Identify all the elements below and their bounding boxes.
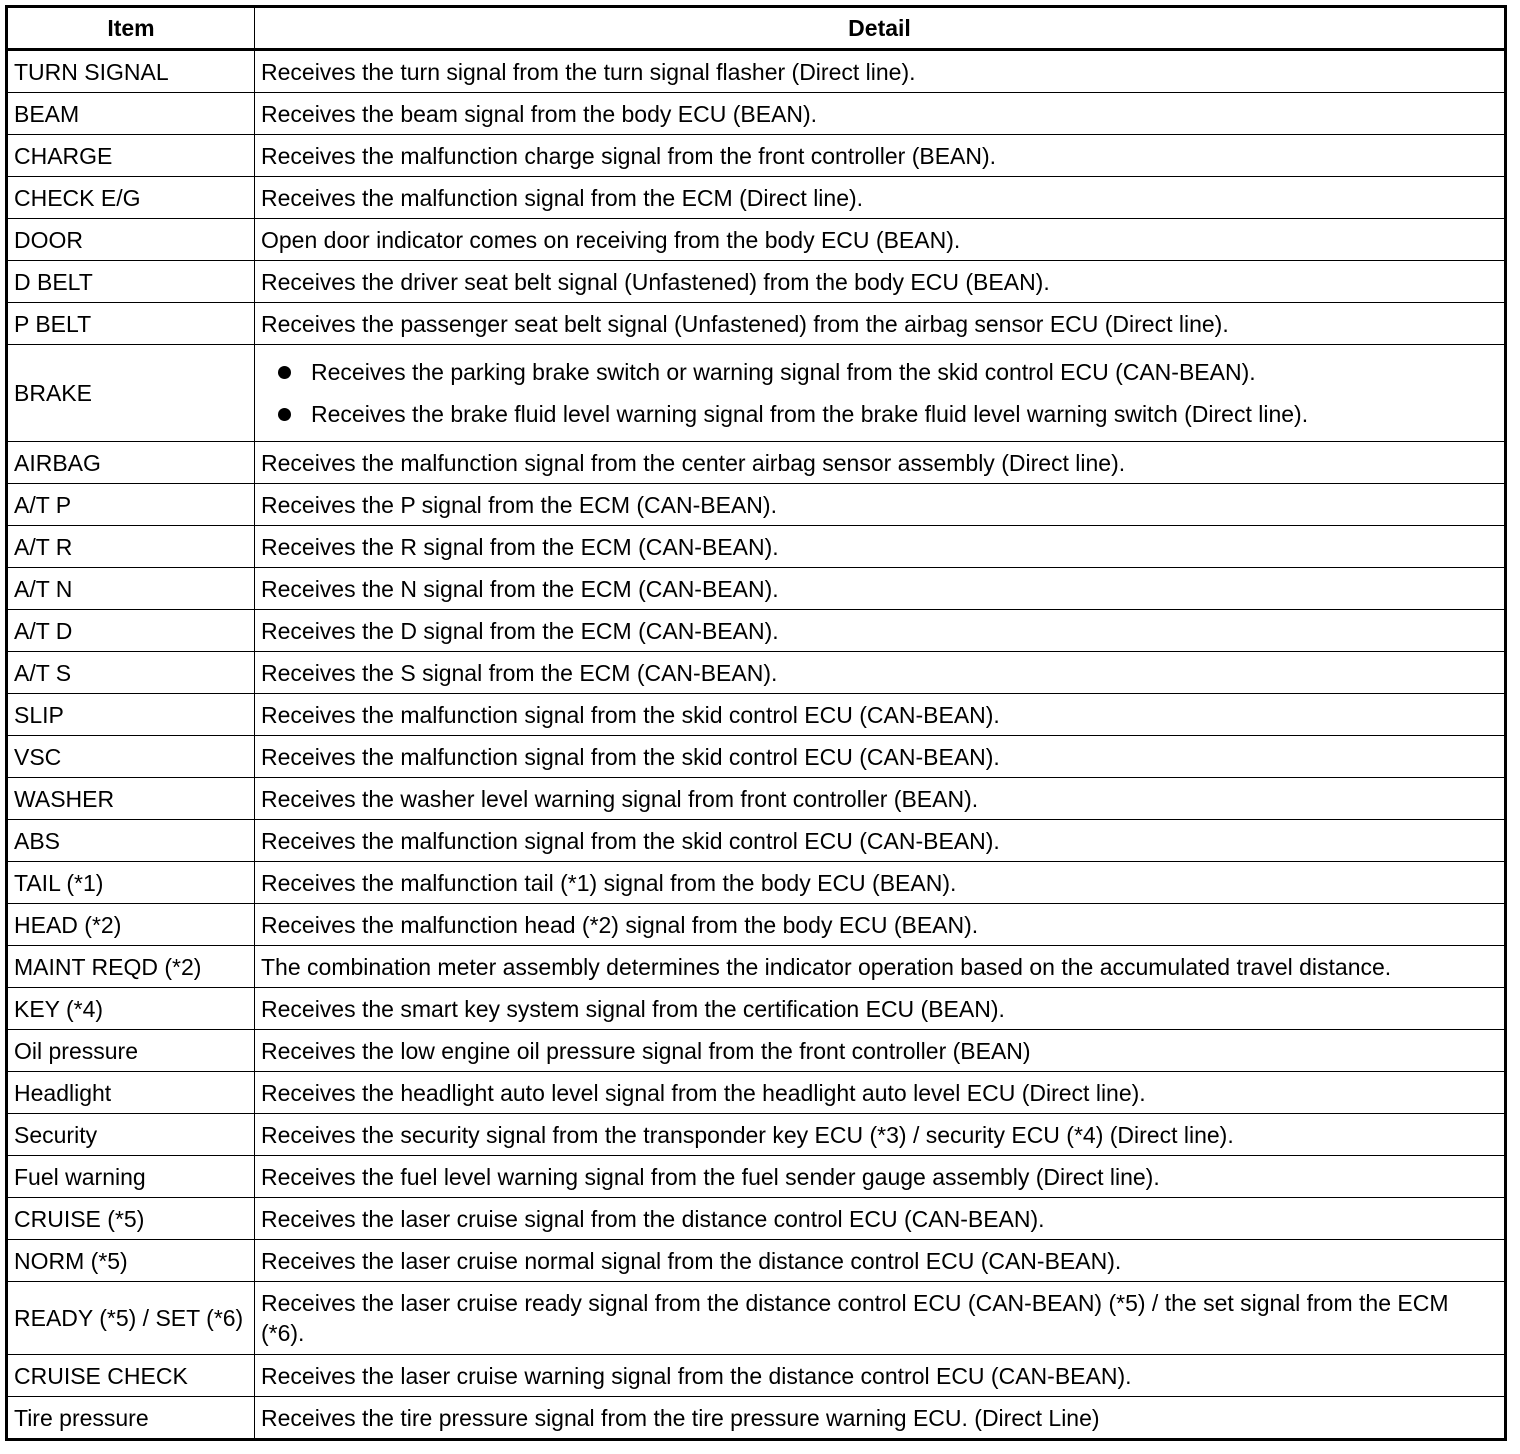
table-row: [7, 652, 1506, 694]
item-cell: D BELT: [7, 261, 255, 303]
bullet-text: Receives the brake fluid level warning signal from the brake fluid level warning switch (Direct line).: [311, 401, 1309, 427]
item-cell: DOOR: [7, 219, 255, 261]
detail-cell: Receives the laser cruise ready signal from the distance control ECU (CAN-BEAN) (*5) / the set signal from the ECM (*6).: [255, 1282, 1506, 1355]
detail-cell: Receives the low engine oil pressure signal from the front controller (BEAN): [255, 1030, 1506, 1072]
item-cell: A/T D: [7, 610, 255, 652]
item-cell: ABS: [7, 820, 255, 862]
item-cell: NORM (*5): [7, 1240, 255, 1282]
detail-cell: Open door indicator comes on receiving from the body ECU (BEAN).: [255, 219, 1506, 261]
item-cell: Tire pressure: [7, 1397, 255, 1440]
item-cell: READY (*5) / SET (*6): [7, 1282, 255, 1355]
detail-cell: Receives the turn signal from the turn signal flasher (Direct line).: [255, 50, 1506, 93]
table-row: [7, 484, 1506, 526]
detail-bullet-list: [261, 357, 1498, 429]
detail-cell: Receives the malfunction signal from the skid control ECU (CAN-BEAN).: [255, 694, 1506, 736]
item-cell: A/T N: [7, 568, 255, 610]
table-row: [7, 946, 1506, 988]
item-cell: HEAD (*2): [7, 904, 255, 946]
bullet-text: Receives the parking brake switch or warning signal from the skid control ECU (CAN-BEAN).: [311, 359, 1256, 385]
table-row: [7, 50, 1506, 93]
table-row: [7, 862, 1506, 904]
detail-cell: Receives the security signal from the transponder key ECU (*3) / security ECU (*4) (Direct line).: [255, 1114, 1506, 1156]
item-cell: A/T P: [7, 484, 255, 526]
indicator-spec-table: [5, 5, 1507, 1441]
detail-cell: Receives the tire pressure signal from the tire pressure warning ECU. (Direct Line): [255, 1397, 1506, 1440]
table-row: [7, 177, 1506, 219]
detail-cell: Receives the driver seat belt signal (Unfastened) from the body ECU (BEAN).: [255, 261, 1506, 303]
detail-cell: Receives the D signal from the ECM (CAN-BEAN).: [255, 610, 1506, 652]
table-row: [7, 303, 1506, 345]
table-row: [7, 1397, 1506, 1440]
table-row: [7, 568, 1506, 610]
table-row: [7, 778, 1506, 820]
item-cell: CRUISE (*5): [7, 1198, 255, 1240]
table-row: [7, 1114, 1506, 1156]
item-cell: VSC: [7, 736, 255, 778]
detail-cell: Receives the laser cruise warning signal from the distance control ECU (CAN-BEAN).: [255, 1355, 1506, 1397]
detail-cell: Receives the laser cruise normal signal from the distance control ECU (CAN-BEAN).: [255, 1240, 1506, 1282]
table-row: [7, 1198, 1506, 1240]
item-cell: Fuel warning: [7, 1156, 255, 1198]
detail-cell: Receives the malfunction charge signal from the front controller (BEAN).: [255, 135, 1506, 177]
header-detail: Detail: [255, 7, 1506, 50]
detail-cell: Receives the S signal from the ECM (CAN-BEAN).: [255, 652, 1506, 694]
table-row: [7, 1240, 1506, 1282]
detail-cell: Receives the P signal from the ECM (CAN-BEAN).: [255, 484, 1506, 526]
detail-cell: Receives the malfunction signal from the ECM (Direct line).: [255, 177, 1506, 219]
item-cell: Oil pressure: [7, 1030, 255, 1072]
detail-cell: Receives the malfunction signal from the center airbag sensor assembly (Direct line).: [255, 442, 1506, 484]
item-cell: WASHER: [7, 778, 255, 820]
table-row: [7, 1355, 1506, 1397]
detail-cell: Receives the malfunction signal from the skid control ECU (CAN-BEAN).: [255, 736, 1506, 778]
table-row: [7, 526, 1506, 568]
item-cell: P BELT: [7, 303, 255, 345]
item-cell: SLIP: [7, 694, 255, 736]
item-cell: BRAKE: [7, 345, 255, 442]
item-cell: CHARGE: [7, 135, 255, 177]
table-row: [7, 1072, 1506, 1114]
table-row: [7, 261, 1506, 303]
item-cell: Security: [7, 1114, 255, 1156]
item-cell: CRUISE CHECK: [7, 1355, 255, 1397]
table-row: [7, 694, 1506, 736]
table-row: [7, 736, 1506, 778]
detail-bullet-item: [261, 357, 1498, 387]
item-cell: TAIL (*1): [7, 862, 255, 904]
table-body: [7, 50, 1506, 1440]
detail-cell: Receives the malfunction signal from the skid control ECU (CAN-BEAN).: [255, 820, 1506, 862]
table-row: [7, 1030, 1506, 1072]
detail-bullet-item: [261, 399, 1498, 429]
item-cell: AIRBAG: [7, 442, 255, 484]
item-cell: A/T S: [7, 652, 255, 694]
detail-cell: Receives the malfunction tail (*1) signal from the body ECU (BEAN).: [255, 862, 1506, 904]
item-cell: MAINT REQD (*2): [7, 946, 255, 988]
table-header-row: [7, 7, 1506, 50]
detail-cell: Receives the washer level warning signal from front controller (BEAN).: [255, 778, 1506, 820]
detail-cell: Receives the malfunction head (*2) signal from the body ECU (BEAN).: [255, 904, 1506, 946]
table-row: [7, 442, 1506, 484]
table-row: [7, 1156, 1506, 1198]
table-row: [7, 345, 1506, 442]
detail-cell: Receives the N signal from the ECM (CAN-BEAN).: [255, 568, 1506, 610]
bullet-icon: [278, 408, 291, 421]
detail-cell: The combination meter assembly determines the indicator operation based on the accumulated travel distance.: [255, 946, 1506, 988]
table-row: [7, 93, 1506, 135]
table-row: [7, 988, 1506, 1030]
detail-cell: [255, 345, 1506, 442]
table-row: [7, 610, 1506, 652]
detail-cell: Receives the R signal from the ECM (CAN-BEAN).: [255, 526, 1506, 568]
table-row: [7, 135, 1506, 177]
bullet-icon: [278, 366, 291, 379]
detail-cell: Receives the beam signal from the body ECU (BEAN).: [255, 93, 1506, 135]
item-cell: KEY (*4): [7, 988, 255, 1030]
table-row: [7, 1282, 1506, 1355]
detail-cell: Receives the headlight auto level signal from the headlight auto level ECU (Direct line).: [255, 1072, 1506, 1114]
item-cell: TURN SIGNAL: [7, 50, 255, 93]
item-cell: A/T R: [7, 526, 255, 568]
table-row: [7, 904, 1506, 946]
table-row: [7, 219, 1506, 261]
detail-cell: Receives the fuel level warning signal from the fuel sender gauge assembly (Direct line).: [255, 1156, 1506, 1198]
detail-cell: Receives the laser cruise signal from the distance control ECU (CAN-BEAN).: [255, 1198, 1506, 1240]
item-cell: Headlight: [7, 1072, 255, 1114]
item-cell: CHECK E/G: [7, 177, 255, 219]
header-item: Item: [7, 7, 255, 50]
detail-cell: Receives the passenger seat belt signal (Unfastened) from the airbag sensor ECU (Direct line).: [255, 303, 1506, 345]
detail-cell: Receives the smart key system signal from the certification ECU (BEAN).: [255, 988, 1506, 1030]
item-cell: BEAM: [7, 93, 255, 135]
table-row: [7, 820, 1506, 862]
